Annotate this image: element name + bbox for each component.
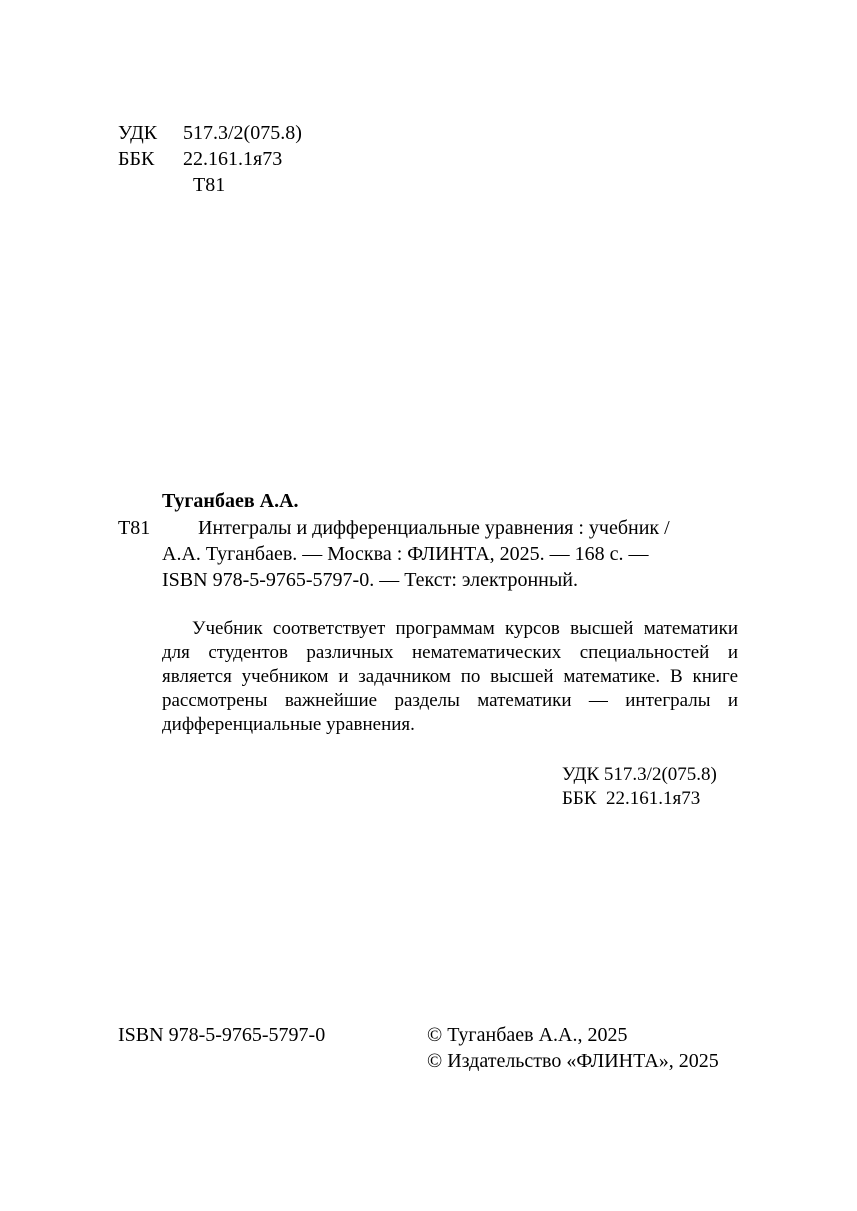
author-sign-card: Т81 [118,517,151,539]
udk-label: УДК [118,122,158,144]
udk-line-top [118,120,302,146]
udk-value: 517.3/2(075.8) [183,122,302,144]
card-isbn-line: ISBN 978-5-9765-5797-0. — Текст: электронный. [162,569,578,591]
annotation-text: Учебник соответствует программам курсов высшей математики для студентов различных нематематических специальностей и является учебником и задачником по высшей математике. В книге рассмотрены важнейшие разделы математики — интегралы и дифференциальные уравнения. [162,618,738,735]
copyright-author: © Туганбаев А.А., 2025 [427,1024,628,1046]
footer-isbn: ISBN 978-5-9765-5797-0 [118,1024,326,1046]
card-title-line: Интегралы и дифференциальные уравнения : учебник / [198,517,670,539]
udk-line-bottom: УДК 517.3/2(075.8) [562,764,717,785]
bbk-line-top [118,146,282,172]
card-publisher-line: А.А. Туганбаев. — Москва : ФЛИНТА, 2025. — 168 с. — [162,543,649,565]
author-heading: Туганбаев А.А. [162,490,299,512]
bbk-label: ББК [118,148,155,170]
author-sign-top: Т81 [193,174,226,196]
annotation [162,617,738,737]
copyright-publisher: © Издательство «ФЛИНТА», 2025 [427,1050,719,1072]
bbk-value: 22.161.1я73 [183,148,283,170]
bbk-line-bottom: ББК 22.161.1я73 [562,788,701,809]
